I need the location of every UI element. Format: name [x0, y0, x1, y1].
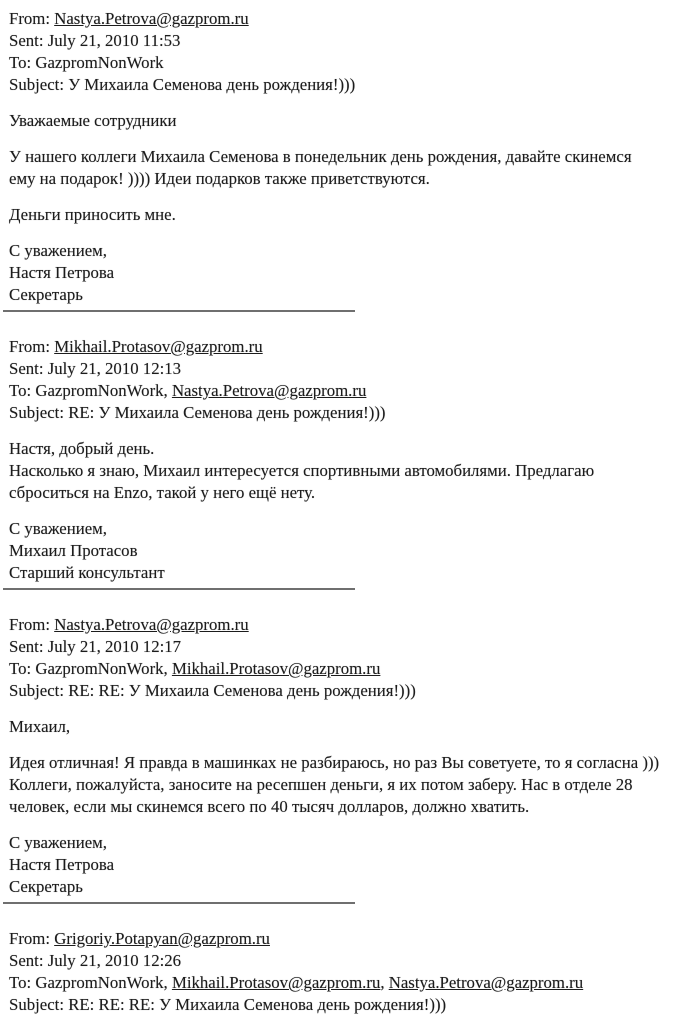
to-recipient-link[interactable]: Nastya.Petrova@gazprom.ru — [171, 381, 367, 400]
separator-line — [3, 588, 355, 590]
sent-value: July 21, 2010 12:17 — [47, 637, 182, 656]
to-line — [9, 380, 692, 402]
subject-line — [9, 680, 692, 702]
to-line — [9, 972, 692, 994]
separator-line — [3, 310, 355, 312]
to-label: To: — [9, 381, 32, 400]
from-line — [9, 614, 692, 636]
signature-name: Настя Петрова — [9, 855, 115, 874]
subject-value: У Михаила Семенова день рождения!))) — [68, 75, 356, 94]
blank-line — [9, 96, 692, 110]
subject-value: RE: RE: RE: У Михаила Семенова день рождения!))) — [68, 995, 447, 1014]
signature-closing: С уважением, — [9, 241, 107, 260]
signature-closing: С уважением, — [9, 519, 107, 538]
body-line: Коллеги, пожалуйста, заносите на ресепшен деньги, я их потом заберу. Нас в отделе 28 — [9, 775, 633, 794]
to-recipient-separator: , — [380, 973, 389, 992]
sent-line — [9, 30, 692, 52]
body-line: Михаил, — [9, 717, 71, 736]
body-line: Насколько я знаю, Михаил интересуется спортивными автомобилями. Предлагаю — [9, 461, 595, 480]
to-label: To: — [9, 659, 32, 678]
subject-label: Subject: — [9, 681, 64, 700]
subject-line — [9, 74, 692, 96]
blank-line — [9, 504, 692, 518]
email-2 — [9, 336, 692, 584]
to-recipient-link[interactable]: Nastya.Petrova@gazprom.ru — [388, 973, 584, 992]
sent-line — [9, 636, 692, 658]
body-line: сброситься на Enzo, такой у него ещё нету. — [9, 483, 316, 502]
signature-name: Михаил Протасов — [9, 541, 138, 560]
blank-line — [9, 226, 692, 240]
to-recipient: GazpromNonWork, — [35, 381, 172, 400]
blank-line — [9, 132, 692, 146]
to-line — [9, 52, 692, 74]
sent-label: Sent: — [9, 637, 44, 656]
signature-closing: С уважением, — [9, 833, 107, 852]
signature-title: Секретарь — [9, 285, 83, 304]
from-address-link[interactable]: Grigoriy.Potapyan@gazprom.ru — [54, 929, 270, 948]
blank-line — [9, 322, 692, 336]
signature-title: Секретарь — [9, 877, 83, 896]
email-4 — [9, 928, 692, 1016]
from-label: From: — [9, 337, 51, 356]
blank-line — [9, 738, 692, 752]
blank-line — [9, 424, 692, 438]
from-line — [9, 336, 692, 358]
sent-label: Sent: — [9, 31, 44, 50]
body-line: У нашего коллеги Михаила Семенова в понедельник день рождения, давайте скинемся — [9, 147, 632, 166]
body-line: человек, если мы скинемся всего по 40 тысяч долларов, должно хватить. — [9, 797, 530, 816]
to-recipient-link[interactable]: Mikhail.Protasov@gazprom.ru — [171, 973, 381, 992]
subject-label: Subject: — [9, 403, 64, 422]
to-recipient-link[interactable]: Mikhail.Protasov@gazprom.ru — [171, 659, 381, 678]
blank-line — [9, 702, 692, 716]
sent-value: July 21, 2010 12:13 — [47, 359, 182, 378]
body-line: Настя, добрый день. — [9, 439, 155, 458]
blank-line — [9, 600, 692, 614]
to-recipient: GazpromNonWork, — [35, 659, 172, 678]
from-label: From: — [9, 9, 51, 28]
sent-label: Sent: — [9, 359, 44, 378]
subject-value: RE: RE: У Михаила Семенова день рождения!))) — [68, 681, 416, 700]
body-line: Идея отличная! Я правда в машинках не разбираюсь, но раз Вы советуете, то я согласна ))) — [9, 753, 660, 772]
signature-name: Настя Петрова — [9, 263, 115, 282]
sent-line — [9, 358, 692, 380]
sent-line — [9, 950, 692, 972]
signature-title: Старший консультант — [9, 563, 165, 582]
blank-line — [9, 914, 692, 928]
sent-label: Sent: — [9, 951, 44, 970]
to-label: To: — [9, 53, 32, 72]
from-address-link[interactable]: Nastya.Petrova@gazprom.ru — [54, 9, 249, 28]
to-recipient: GazpromNonWork — [35, 53, 164, 72]
sent-value: July 21, 2010 12:26 — [47, 951, 182, 970]
email-1 — [9, 8, 692, 306]
separator-line — [3, 902, 355, 904]
subject-label: Subject: — [9, 75, 64, 94]
blank-line — [9, 190, 692, 204]
from-label: From: — [9, 929, 51, 948]
body-line: ему на подарок! )))) Идеи подарков также приветствуются. — [9, 169, 430, 188]
body-line: Деньги приносить мне. — [9, 205, 176, 224]
sent-value: July 21, 2010 11:53 — [47, 31, 181, 50]
to-label: To: — [9, 973, 32, 992]
from-address-link[interactable]: Mikhail.Protasov@gazprom.ru — [54, 337, 263, 356]
blank-line — [9, 818, 692, 832]
subject-value: RE: У Михаила Семенова день рождения!))) — [68, 403, 386, 422]
subject-label: Subject: — [9, 995, 64, 1014]
from-line — [9, 8, 692, 30]
subject-line — [9, 402, 692, 424]
to-line — [9, 658, 692, 680]
from-label: From: — [9, 615, 51, 634]
from-line — [9, 928, 692, 950]
email-3 — [9, 614, 692, 898]
to-recipient: GazpromNonWork, — [35, 973, 172, 992]
body-line: Уважаемые сотрудники — [9, 111, 177, 130]
subject-line — [9, 994, 692, 1016]
from-address-link[interactable]: Nastya.Petrova@gazprom.ru — [54, 615, 249, 634]
